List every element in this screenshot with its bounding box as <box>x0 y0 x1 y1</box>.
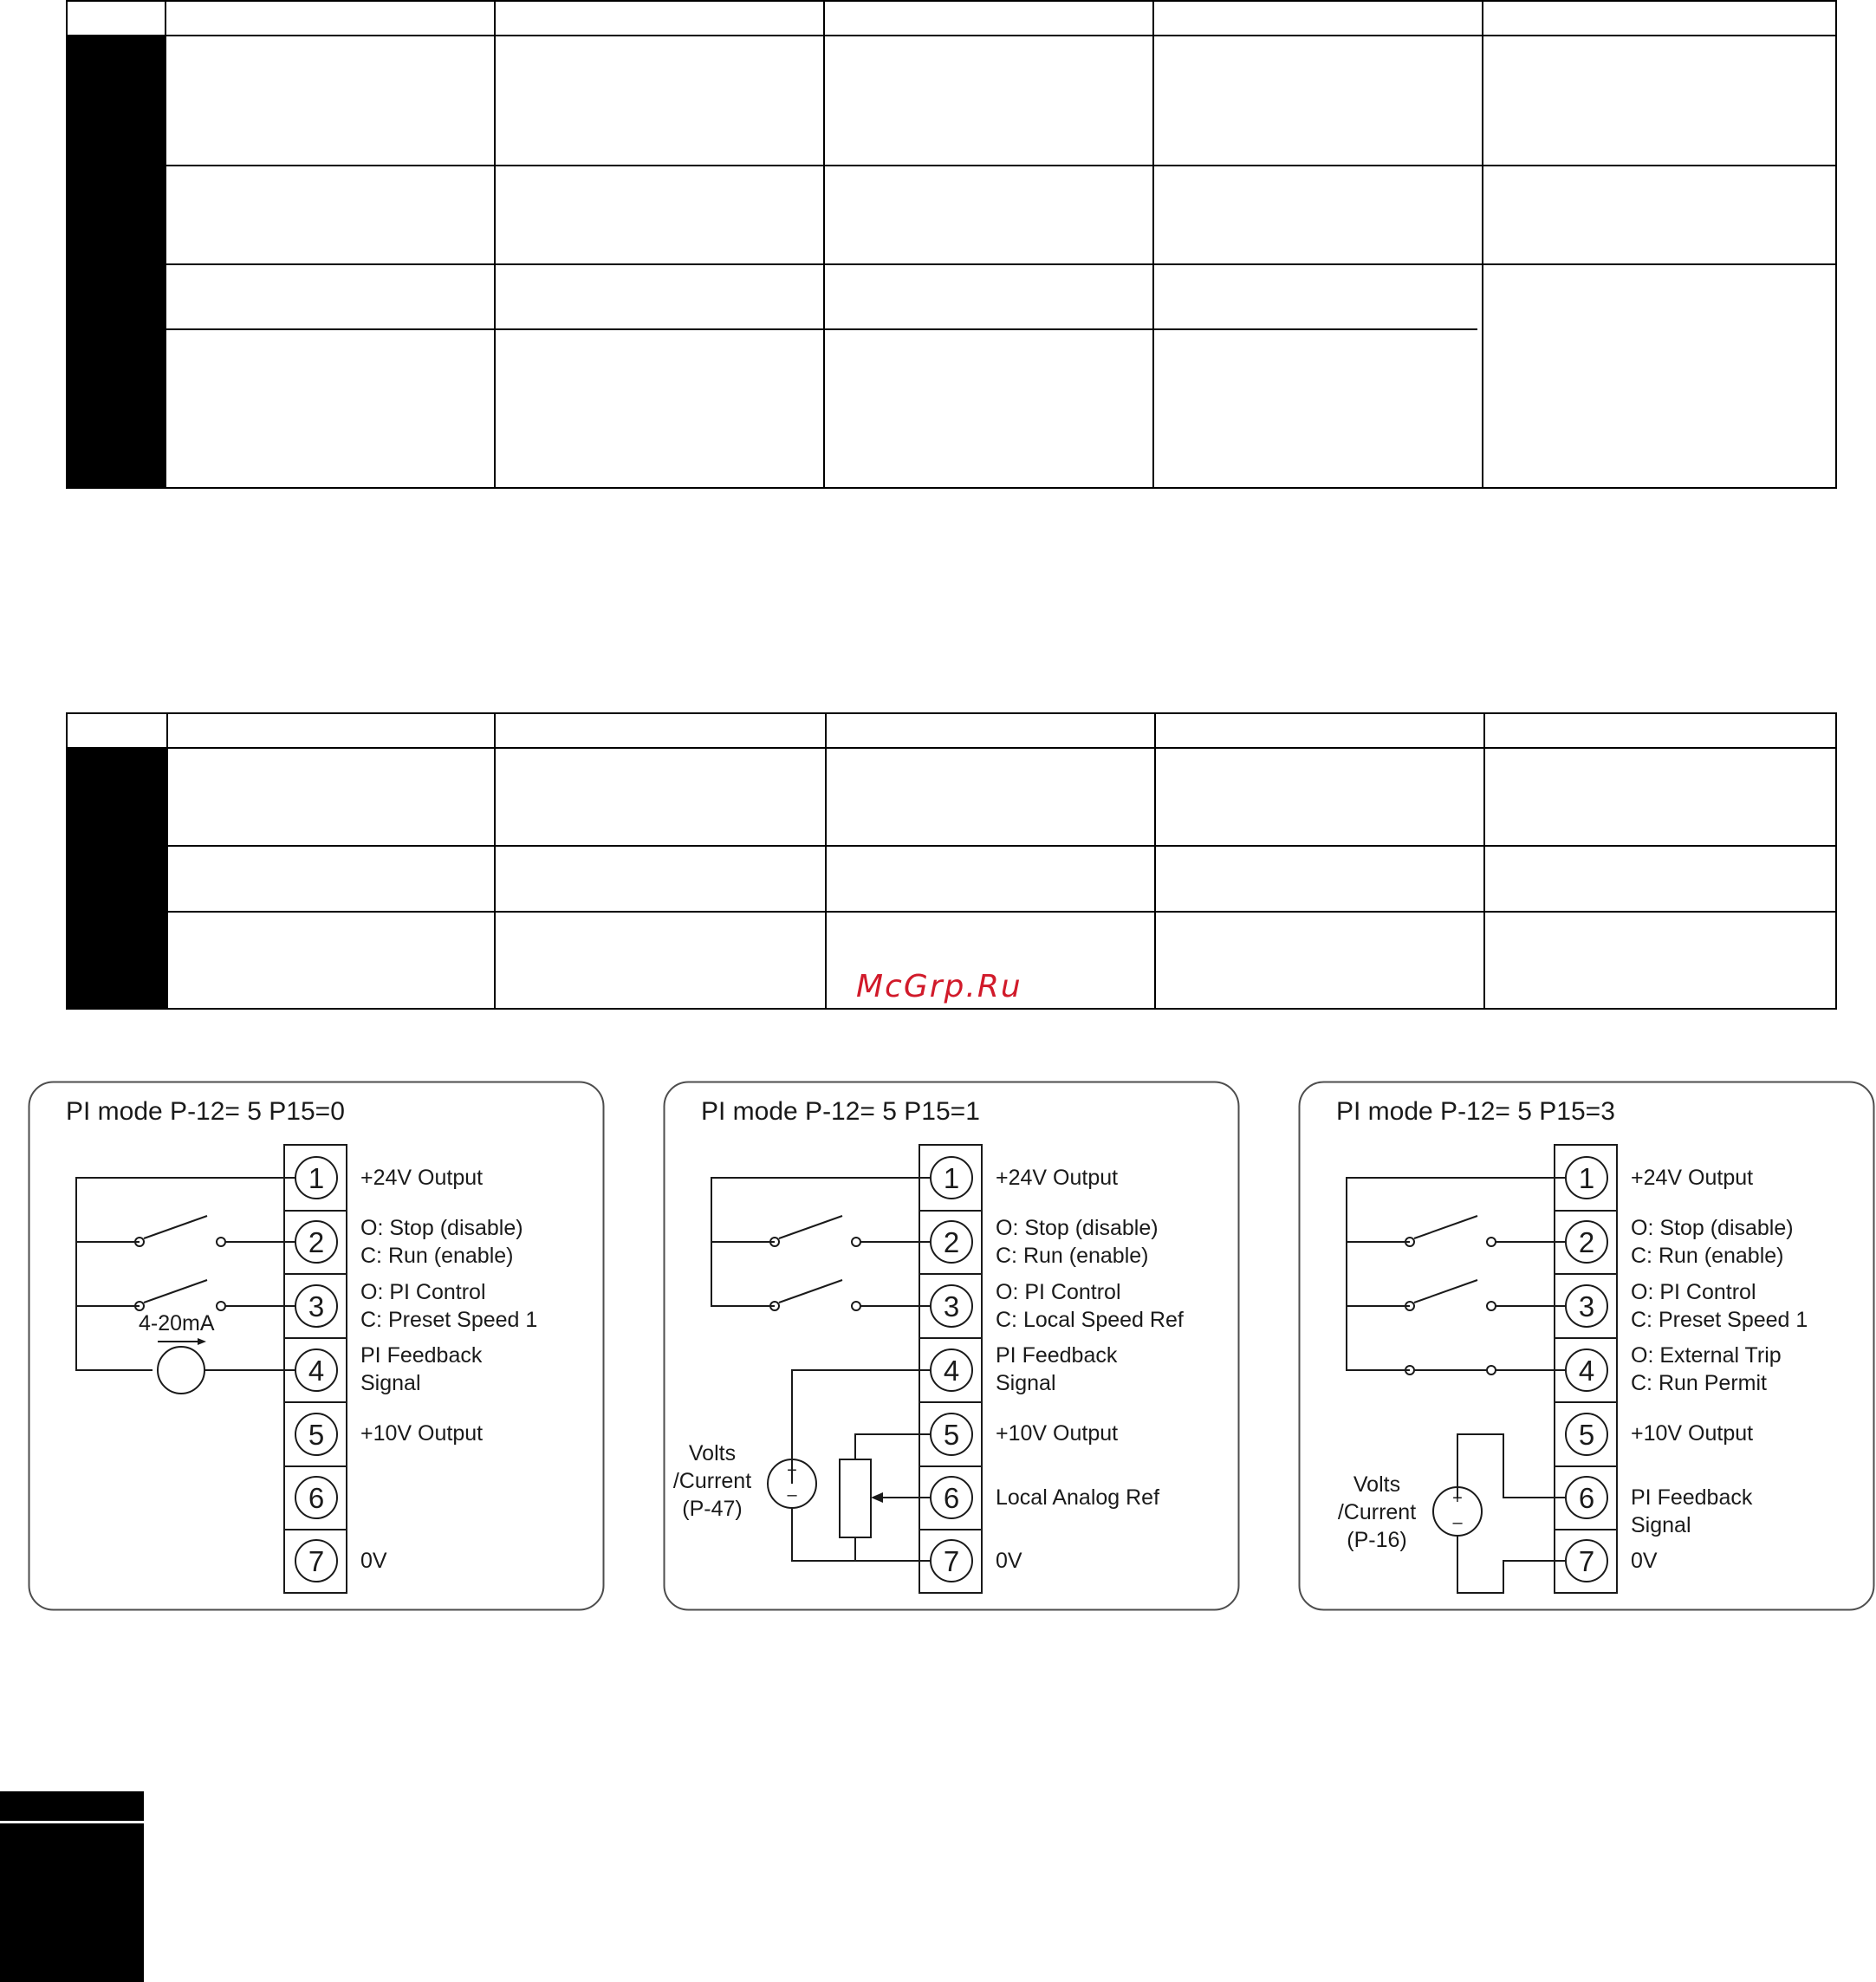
table-1-col-rule <box>1152 2 1154 489</box>
terminal-number: 3 <box>943 1290 960 1322</box>
table-1-row-rule <box>165 165 1835 166</box>
wiring <box>76 1178 295 1394</box>
source-plus: + <box>1452 1489 1463 1508</box>
terminal-label: O: PI Control C: Preset Speed 1 <box>1631 1280 1808 1332</box>
terminal-label: 0V <box>360 1549 387 1573</box>
table-2-row-rule <box>166 845 1835 847</box>
terminal-label: O: Stop (disable) C: Run (enable) <box>1631 1216 1794 1268</box>
table-2-col-rule <box>825 714 827 1010</box>
terminal-number: 7 <box>1578 1545 1595 1577</box>
table-1-row-rule <box>165 263 1835 265</box>
terminal-label: +10V Output <box>360 1421 484 1446</box>
source-label: Volts /Current (P-47) <box>672 1441 752 1521</box>
terminal-number: 1 <box>943 1162 960 1194</box>
terminal-number: 4 <box>1578 1355 1595 1387</box>
table-1-col-rule <box>1482 2 1483 489</box>
terminal-number: 7 <box>308 1545 325 1577</box>
table-1 <box>66 0 1837 489</box>
terminal-number: 2 <box>943 1226 960 1258</box>
wiring-diagram-graphic <box>28 1081 605 1611</box>
terminal-label: 0V <box>996 1549 1022 1573</box>
table-2-header-rule <box>68 747 1835 749</box>
terminal-label: O: PI Control C: Preset Speed 1 <box>360 1280 538 1332</box>
table-1-header-rule <box>68 35 1835 36</box>
terminal-number: 6 <box>1578 1482 1595 1514</box>
source-minus: – <box>1452 1513 1463 1532</box>
terminal-number: 1 <box>1578 1162 1595 1194</box>
terminal-label: +24V Output <box>1631 1166 1754 1190</box>
wiring-diagram-p15-1 <box>663 1081 1240 1611</box>
terminal-label: PI Feedback Signal <box>996 1343 1118 1395</box>
terminal-number: 2 <box>308 1226 325 1258</box>
terminal-number: 4 <box>943 1355 960 1387</box>
terminal-label: Local Analog Ref <box>996 1485 1160 1510</box>
terminal-label: +10V Output <box>996 1421 1119 1446</box>
table-1-row-rule <box>165 328 1477 330</box>
terminal-label: O: Stop (disable) C: Run (enable) <box>996 1216 1159 1268</box>
terminal-label: +24V Output <box>360 1166 484 1190</box>
table-1-side-bar <box>68 36 165 489</box>
panel-title: PI mode P-12= 5 P15=1 <box>701 1097 980 1126</box>
wiring-diagram-graphic <box>663 1081 1240 1611</box>
terminal-number: 5 <box>1578 1419 1595 1451</box>
table-2-col-rule <box>166 714 168 1010</box>
terminal-number: 7 <box>943 1545 960 1577</box>
terminal-label: O: External Trip C: Run Permit <box>1631 1343 1782 1395</box>
terminal-number: 1 <box>308 1162 325 1194</box>
panel-title: PI mode P-12= 5 P15=0 <box>66 1097 345 1126</box>
source-plus: + <box>787 1461 797 1480</box>
terminal-number: 2 <box>1578 1226 1595 1258</box>
terminal-number: 5 <box>308 1419 325 1451</box>
source-label: Volts /Current (P-16) <box>1337 1472 1417 1552</box>
panel-title: PI mode P-12= 5 P15=3 <box>1336 1097 1615 1126</box>
table-2-row-rule <box>166 911 1835 913</box>
table-1-col-rule <box>823 2 825 489</box>
watermark-text: McGrp.Ru <box>856 969 1022 1004</box>
terminal-label: +24V Output <box>996 1166 1119 1190</box>
terminal-label: PI Feedback Signal <box>1631 1485 1753 1537</box>
wiring-diagram-p15-0 <box>28 1081 605 1611</box>
terminal-number: 3 <box>1578 1290 1595 1322</box>
terminal-label: +10V Output <box>1631 1421 1754 1446</box>
terminal-label: O: PI Control C: Local Speed Ref <box>996 1280 1184 1332</box>
source-label: 4-20mA <box>139 1311 215 1335</box>
table-2-col-rule <box>494 714 496 1010</box>
table-2-side-bar <box>68 748 166 1010</box>
table-1-col-rule <box>165 2 166 489</box>
terminal-number: 6 <box>308 1482 325 1514</box>
terminal-number: 3 <box>308 1290 325 1322</box>
table-2-col-rule <box>1154 714 1156 1010</box>
footer-tab <box>0 1823 144 1982</box>
source-minus: – <box>787 1485 797 1504</box>
terminal-number: 6 <box>943 1482 960 1514</box>
wiring-diagram-p15-3 <box>1298 1081 1875 1611</box>
terminal-label: PI Feedback Signal <box>360 1343 483 1395</box>
terminal-label: O: Stop (disable) C: Run (enable) <box>360 1216 523 1268</box>
terminal-label: 0V <box>1631 1549 1658 1573</box>
table-2-col-rule <box>1483 714 1485 1010</box>
terminal-number: 5 <box>943 1419 960 1451</box>
table-2 <box>66 712 1837 1010</box>
table-1-col-rule <box>494 2 496 489</box>
terminal-number: 4 <box>308 1355 325 1387</box>
footer-tab-top <box>0 1791 144 1821</box>
